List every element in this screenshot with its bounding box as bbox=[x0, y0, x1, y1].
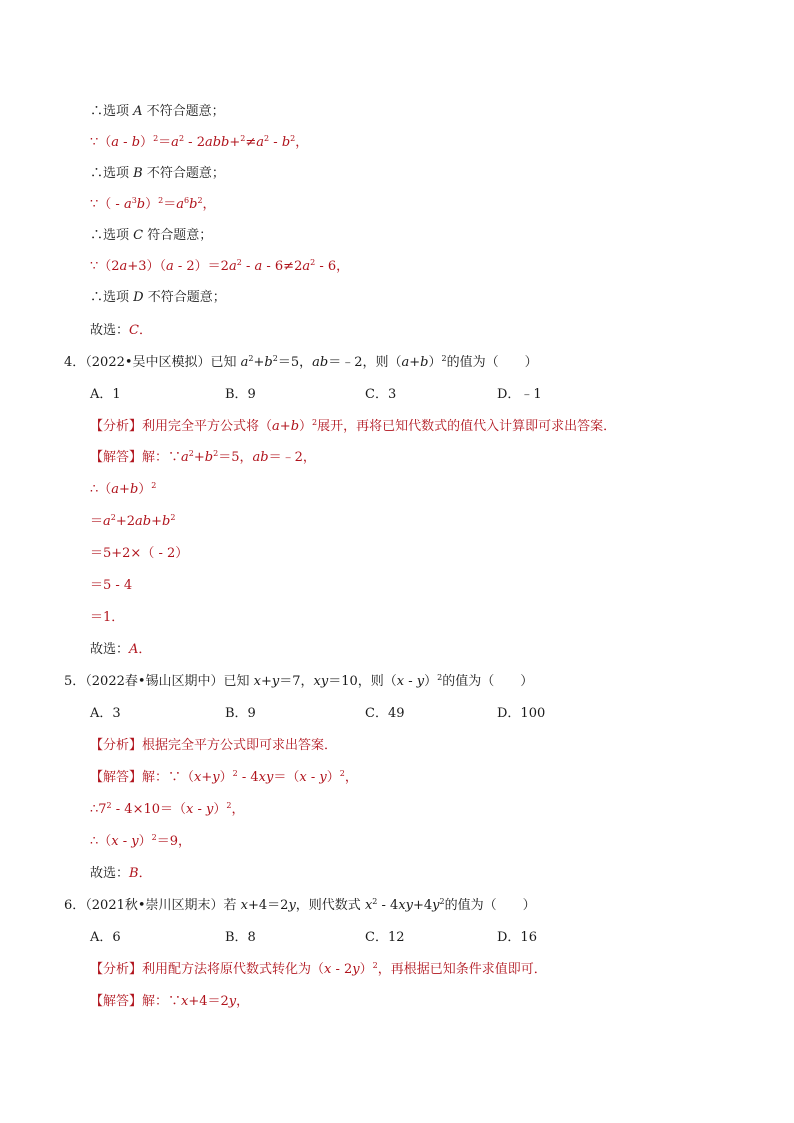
line-option-a-conclusion: ∴选项 A 不符合题意； bbox=[90, 104, 225, 119]
question-5-step-1: $\therefore 7^2 - 4\times 10=(x - y)^2$， bbox=[90, 801, 245, 817]
question-4-option-d: D．﹣1 bbox=[497, 387, 542, 402]
question-4-step-4: ＝5 - 4 bbox=[90, 578, 133, 593]
question-5-step-2: ∴（x - y）$^2$＝9， bbox=[90, 833, 192, 849]
question-5-answer: 故选：B． bbox=[90, 866, 152, 881]
question-4-analysis: 【分析】利用完全平方公式将$(a+b)^2$展开，再将已知代数式的值代入计算即可求出答案． bbox=[90, 418, 617, 434]
question-6-option-a: A．6 bbox=[90, 930, 121, 945]
question-4-step-3: ＝5+2×（ - 2） bbox=[90, 546, 189, 561]
line-option-c-conclusion: ∴选项 C 符合题意； bbox=[90, 228, 213, 243]
question-5-option-c: C．49 bbox=[365, 706, 405, 721]
question-6-option-d: D．16 bbox=[497, 930, 537, 945]
question-4-option-b: B．9 bbox=[225, 387, 256, 402]
line-answer-prev: 故选：C． bbox=[90, 323, 152, 338]
line-option-b-formula: ∵（a - $b)^2=a^2 - 2abb+^2\ne a^2 - b^2$， bbox=[90, 134, 309, 150]
question-4-answer: 故选：A． bbox=[90, 642, 152, 657]
question-4-option-c: C．3 bbox=[365, 387, 397, 402]
question-6-option-c: C．12 bbox=[365, 930, 405, 945]
question-5-analysis: 【分析】根据完全平方公式即可求出答案． bbox=[90, 738, 338, 753]
question-4-step-1: $\therefore(a+b)^2$ bbox=[90, 481, 157, 497]
question-5-stem: 5．（2022春•锡山区期中）已知 x+y＝7，xy＝10，则（x - y）$^2$的值为（ ） bbox=[64, 673, 534, 689]
line-option-d-conclusion: ∴选项 D 不符合题意； bbox=[90, 290, 226, 305]
question-4-step-5: ＝1． bbox=[90, 610, 125, 625]
question-6-stem: 6．（2021秋•崇川区期末）若 x+4＝2y，则代数式 $x^2 - 4xy+4y^2$的值为（ ） bbox=[64, 897, 536, 913]
line-option-b-conclusion: ∴选项 B 不符合题意； bbox=[90, 166, 225, 181]
line-option-c-formula: ∵（ - $a^3b)^2=a^6b^2$， bbox=[90, 196, 216, 212]
question-6-analysis: 【分析】利用配方法将原代数式转化为（x - 2y）$^2$，再根据已知条件求值即可． bbox=[90, 961, 547, 977]
question-6-solution: 【解答】解：∵x+4＝2y， bbox=[90, 994, 250, 1009]
question-4-stem: 4．（2022•吴中区模拟）已知 $a^2+b^2=5$，ab＝﹣2，则$(a+b)^2$的值为（ ） bbox=[64, 354, 538, 370]
question-5-solution: 【解答】解：$\because(x+y)^2 - 4xy=(x - y)^2$， bbox=[90, 769, 358, 785]
question-5-option-b: B．9 bbox=[225, 706, 256, 721]
line-option-d-formula: ∵（2a+3）（a - $2)=2a^2 - a - 6\ne 2a^2 - 6$， bbox=[90, 258, 350, 274]
question-4-option-a: A．1 bbox=[90, 387, 121, 402]
question-5-option-a: A．3 bbox=[90, 706, 121, 721]
question-4-step-2: $=a^2+2ab+b^2$ bbox=[90, 513, 176, 529]
question-5-option-d: D．100 bbox=[497, 706, 546, 721]
question-6-option-b: B．8 bbox=[225, 930, 256, 945]
question-4-solution: 【解答】解：$\because a^2+b^2=5$，ab＝﹣2， bbox=[90, 449, 316, 465]
